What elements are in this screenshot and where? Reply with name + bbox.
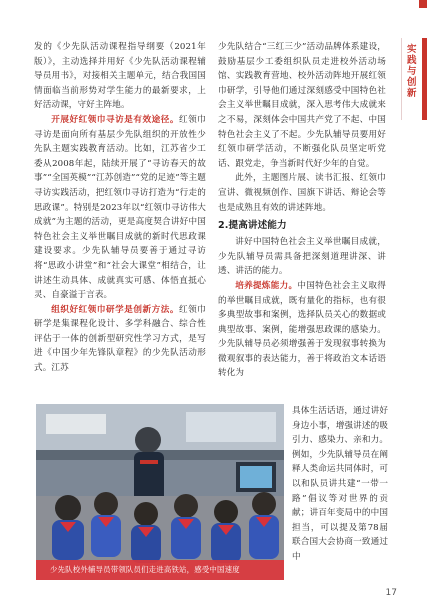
side-tab-accent-bar bbox=[422, 38, 427, 120]
left-paragraph-3-lead: 组织好红领巾研学是创新方法。 bbox=[51, 304, 180, 315]
right-paragraph-2: 此外，主题图片展、读书汇报、红领巾宣讲、微视频创作、国旗下讲话、辩论会等也是成熟且有效的讲述阵地。 bbox=[218, 173, 386, 213]
left-paragraph-2-body: 红领巾寻访是面向所有基层少先队组织的开放性少先队主题实践教育活动。比如，江苏省少工委从2008年起，陆续开展了“寻访春天的故事”“全国英模”“江苏创造”“党的足迹”等主题寻访实践活动，把红领巾寻访打造为“行走的思政课”。特别是2023年以“红领巾寻访伟大成就”为主题的活动，更是高度契合讲好中国特色社会主义举世瞩目成就的新时代思政课建设要求。少先队辅导员要善于通过寻访将“思政小讲堂”和“社会大课堂”相结合，让讲述生动具体、成就真实可感、体悟直抵心灵、自豪溢于言表。 bbox=[34, 114, 206, 301]
corner-accent-mark bbox=[419, 0, 427, 8]
right-text-column bbox=[218, 40, 386, 381]
right-paragraph-4-body: 中国特色社会主义取得的举世瞩目成就，既有量化的指标，也有很多典型故事和案例，选择队员关心的数据或典型故事、案例，能增强思政课的感染力。少先队辅导员必须增强善于发现叙事转换为微观叙事的表达能力，善于将政治文本话语转化为 bbox=[218, 280, 386, 379]
right-paragraph-4-lead: 培养提炼能力。 bbox=[235, 280, 298, 291]
left-paragraph-2 bbox=[34, 113, 206, 303]
left-paragraph-2-lead: 开展好红领巾寻访是有效途径。 bbox=[51, 114, 180, 125]
left-paragraph-1: 发的《少先队活动课程指导纲要（2021年版）》，主动选择并用好《少先队活动课程辅导员用书》，对接相关主题单元，结合我国国情面临当前形势对学生能力的最新要求，上好活动课，守好主阵地。 bbox=[34, 42, 206, 111]
photo-caption: 少先队校外辅导员带领队员们走进高铁站，感受中国速度 bbox=[36, 560, 284, 580]
left-paragraph-3 bbox=[34, 303, 206, 376]
right-paragraph-3: 讲好中国特色社会主义举世瞩目成就，少先队辅导员需具备把深刻道理讲深、讲透、讲活的能力。 bbox=[218, 237, 386, 277]
section-side-tab bbox=[401, 38, 427, 120]
left-text-column bbox=[34, 40, 206, 376]
left-paragraph-3-body: 红领巾研学是集课程化设计、多学科融合、综合性评估于一体的创新型研究性学习方式，是写进《中国少年先锋队章程》的少先队活动形式。江苏 bbox=[34, 304, 206, 374]
photo-side-text-column bbox=[292, 404, 388, 565]
section-heading: 2.提高讲述能力 bbox=[218, 220, 287, 232]
photo-side-paragraph: 具体生活话语，通过讲好身边小事，增强讲述的吸引力、感染力、亲和力。例如，少先队辅导员在阐释人类命运共同体时，可以和队员讲共建“一带一路”倡议等对世界的贡献；讲百年变局中的中国担当，可以提及第78届联合国大会协商一致通过中 bbox=[292, 406, 388, 562]
side-tab-label: 实践与创新 bbox=[407, 44, 417, 99]
page-number: 17 bbox=[385, 588, 397, 598]
article-photo bbox=[36, 404, 284, 580]
right-paragraph-4 bbox=[218, 279, 386, 381]
right-paragraph-1: 少先队结合“三红三少”活动品牌体系建设，鼓励基层少工委组织队员走进校外活动场馆、实践教育营地、校外活动阵地开展红领巾研学，引导他们通过深刻感受中国特色社会主义举世瞩目成就，深入思考伟大成就来之不易，深刻体会中国共产党了不起、中国特色社会主义了不起。少先队辅导员要用好红领巾研学活动，不断强化队员坚定听党话、跟党走，争当新时代好少年的自觉。 bbox=[218, 42, 386, 169]
photo-illustration bbox=[36, 404, 284, 580]
